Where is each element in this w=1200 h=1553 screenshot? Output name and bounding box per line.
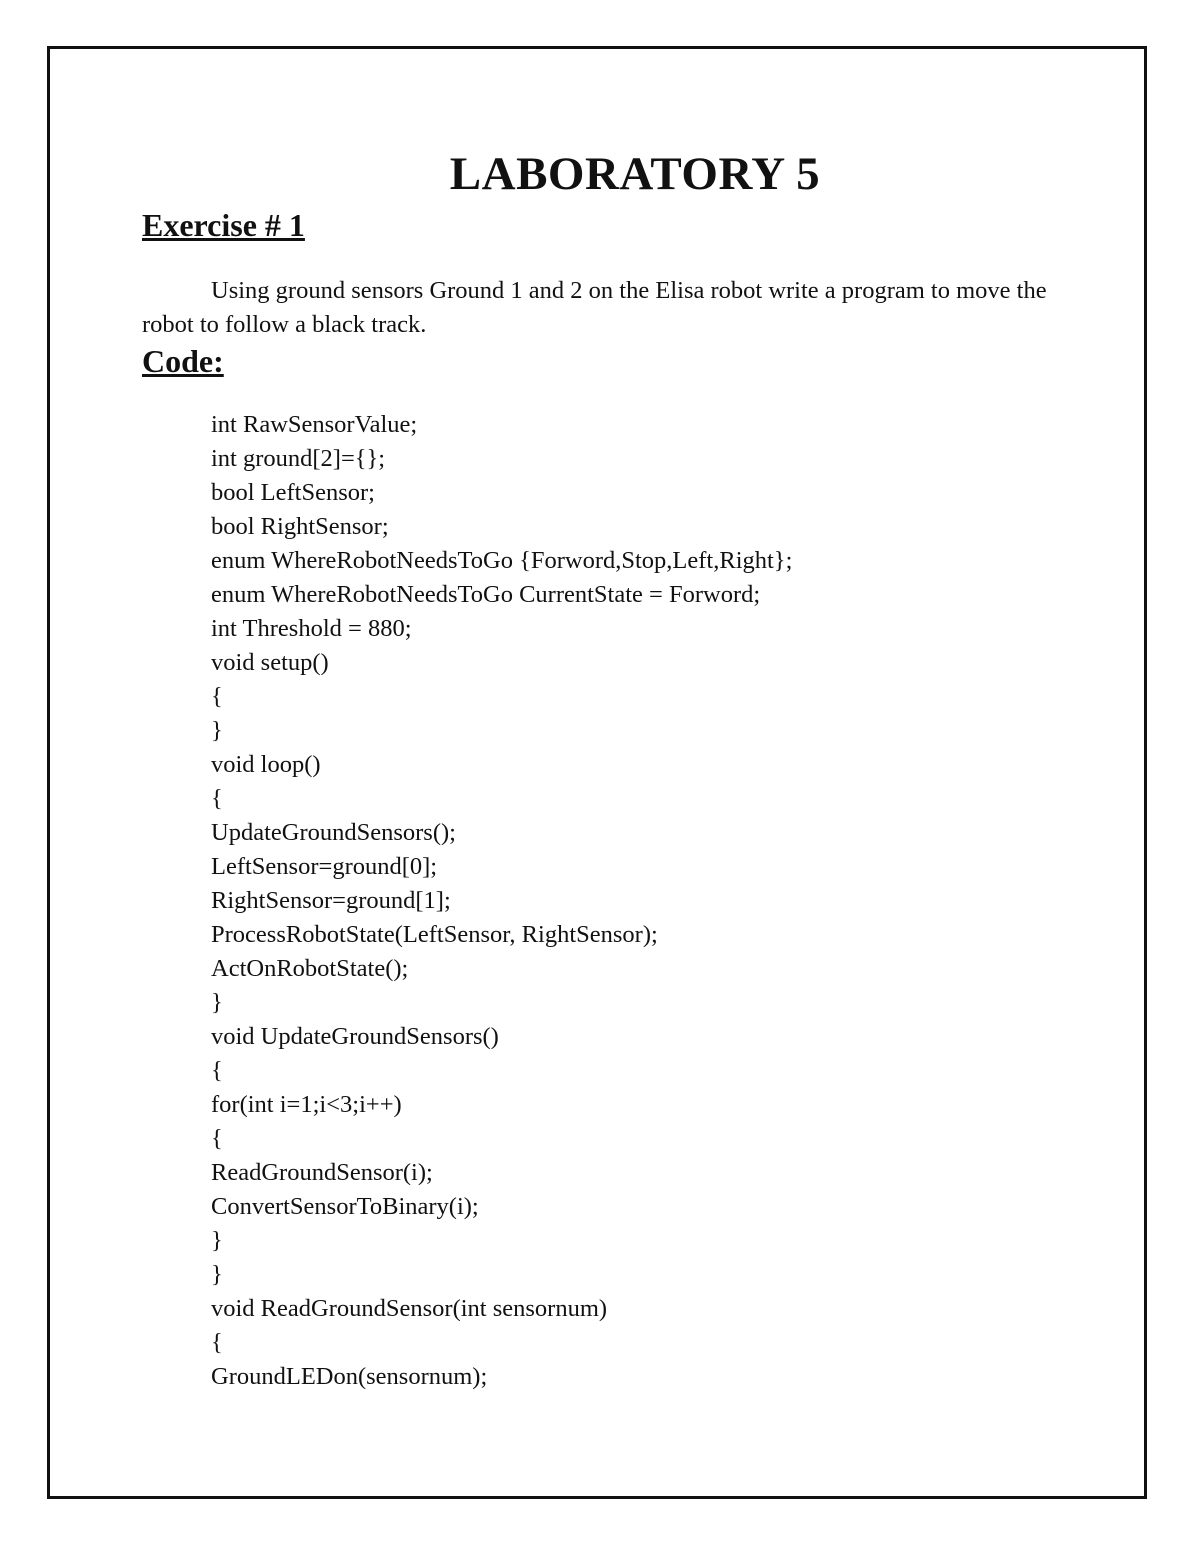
- code-line: int ground[2]={};: [211, 445, 386, 472]
- code-line: void UpdateGroundSensors(): [211, 1023, 499, 1050]
- code-line: }: [211, 1261, 223, 1288]
- code-listing: [211, 408, 792, 1394]
- code-line: bool LeftSensor;: [211, 479, 375, 506]
- code-line: void ReadGroundSensor(int sensornum): [211, 1295, 608, 1322]
- code-line: {: [211, 1057, 223, 1084]
- code-heading: Code:: [142, 343, 224, 379]
- code-line: void loop(): [211, 751, 321, 778]
- page-title: LABORATORY 5: [449, 148, 821, 200]
- code-line: ActOnRobotState();: [211, 955, 409, 982]
- code-line: void setup(): [211, 649, 329, 676]
- code-line: for(int i=1;i<3;i++): [211, 1091, 402, 1118]
- code-line: int RawSensorValue;: [211, 411, 418, 438]
- code-line: enum WhereRobotNeedsToGo {Forword,Stop,Left,Right};: [211, 547, 793, 574]
- code-line: ProcessRobotState(LeftSensor, RightSensor);: [211, 921, 658, 948]
- code-line: {: [211, 683, 223, 710]
- code-line: ReadGroundSensor(i);: [211, 1159, 433, 1186]
- code-line: UpdateGroundSensors();: [211, 819, 456, 846]
- code-line: enum WhereRobotNeedsToGo CurrentState = Forword;: [211, 581, 761, 608]
- code-line: }: [211, 989, 223, 1016]
- code-line: }: [211, 1227, 223, 1254]
- code-line: bool RightSensor;: [211, 513, 389, 540]
- code-line: {: [211, 1329, 223, 1356]
- task-description: Using ground sensors Ground 1 and 2 on the Elisa robot write a program to move the robot to follow a black track.: [142, 277, 1047, 338]
- exercise-heading: Exercise # 1: [142, 207, 305, 243]
- code-line: int Threshold = 880;: [211, 615, 412, 642]
- code-line: {: [211, 785, 223, 812]
- code-line: RightSensor=ground[1];: [211, 887, 451, 914]
- code-line: GroundLEDon(sensornum);: [211, 1363, 488, 1390]
- code-line: }: [211, 717, 223, 744]
- code-line: {: [211, 1125, 223, 1152]
- code-line: LeftSensor=ground[0];: [211, 853, 438, 880]
- code-line: ConvertSensorToBinary(i);: [211, 1193, 479, 1220]
